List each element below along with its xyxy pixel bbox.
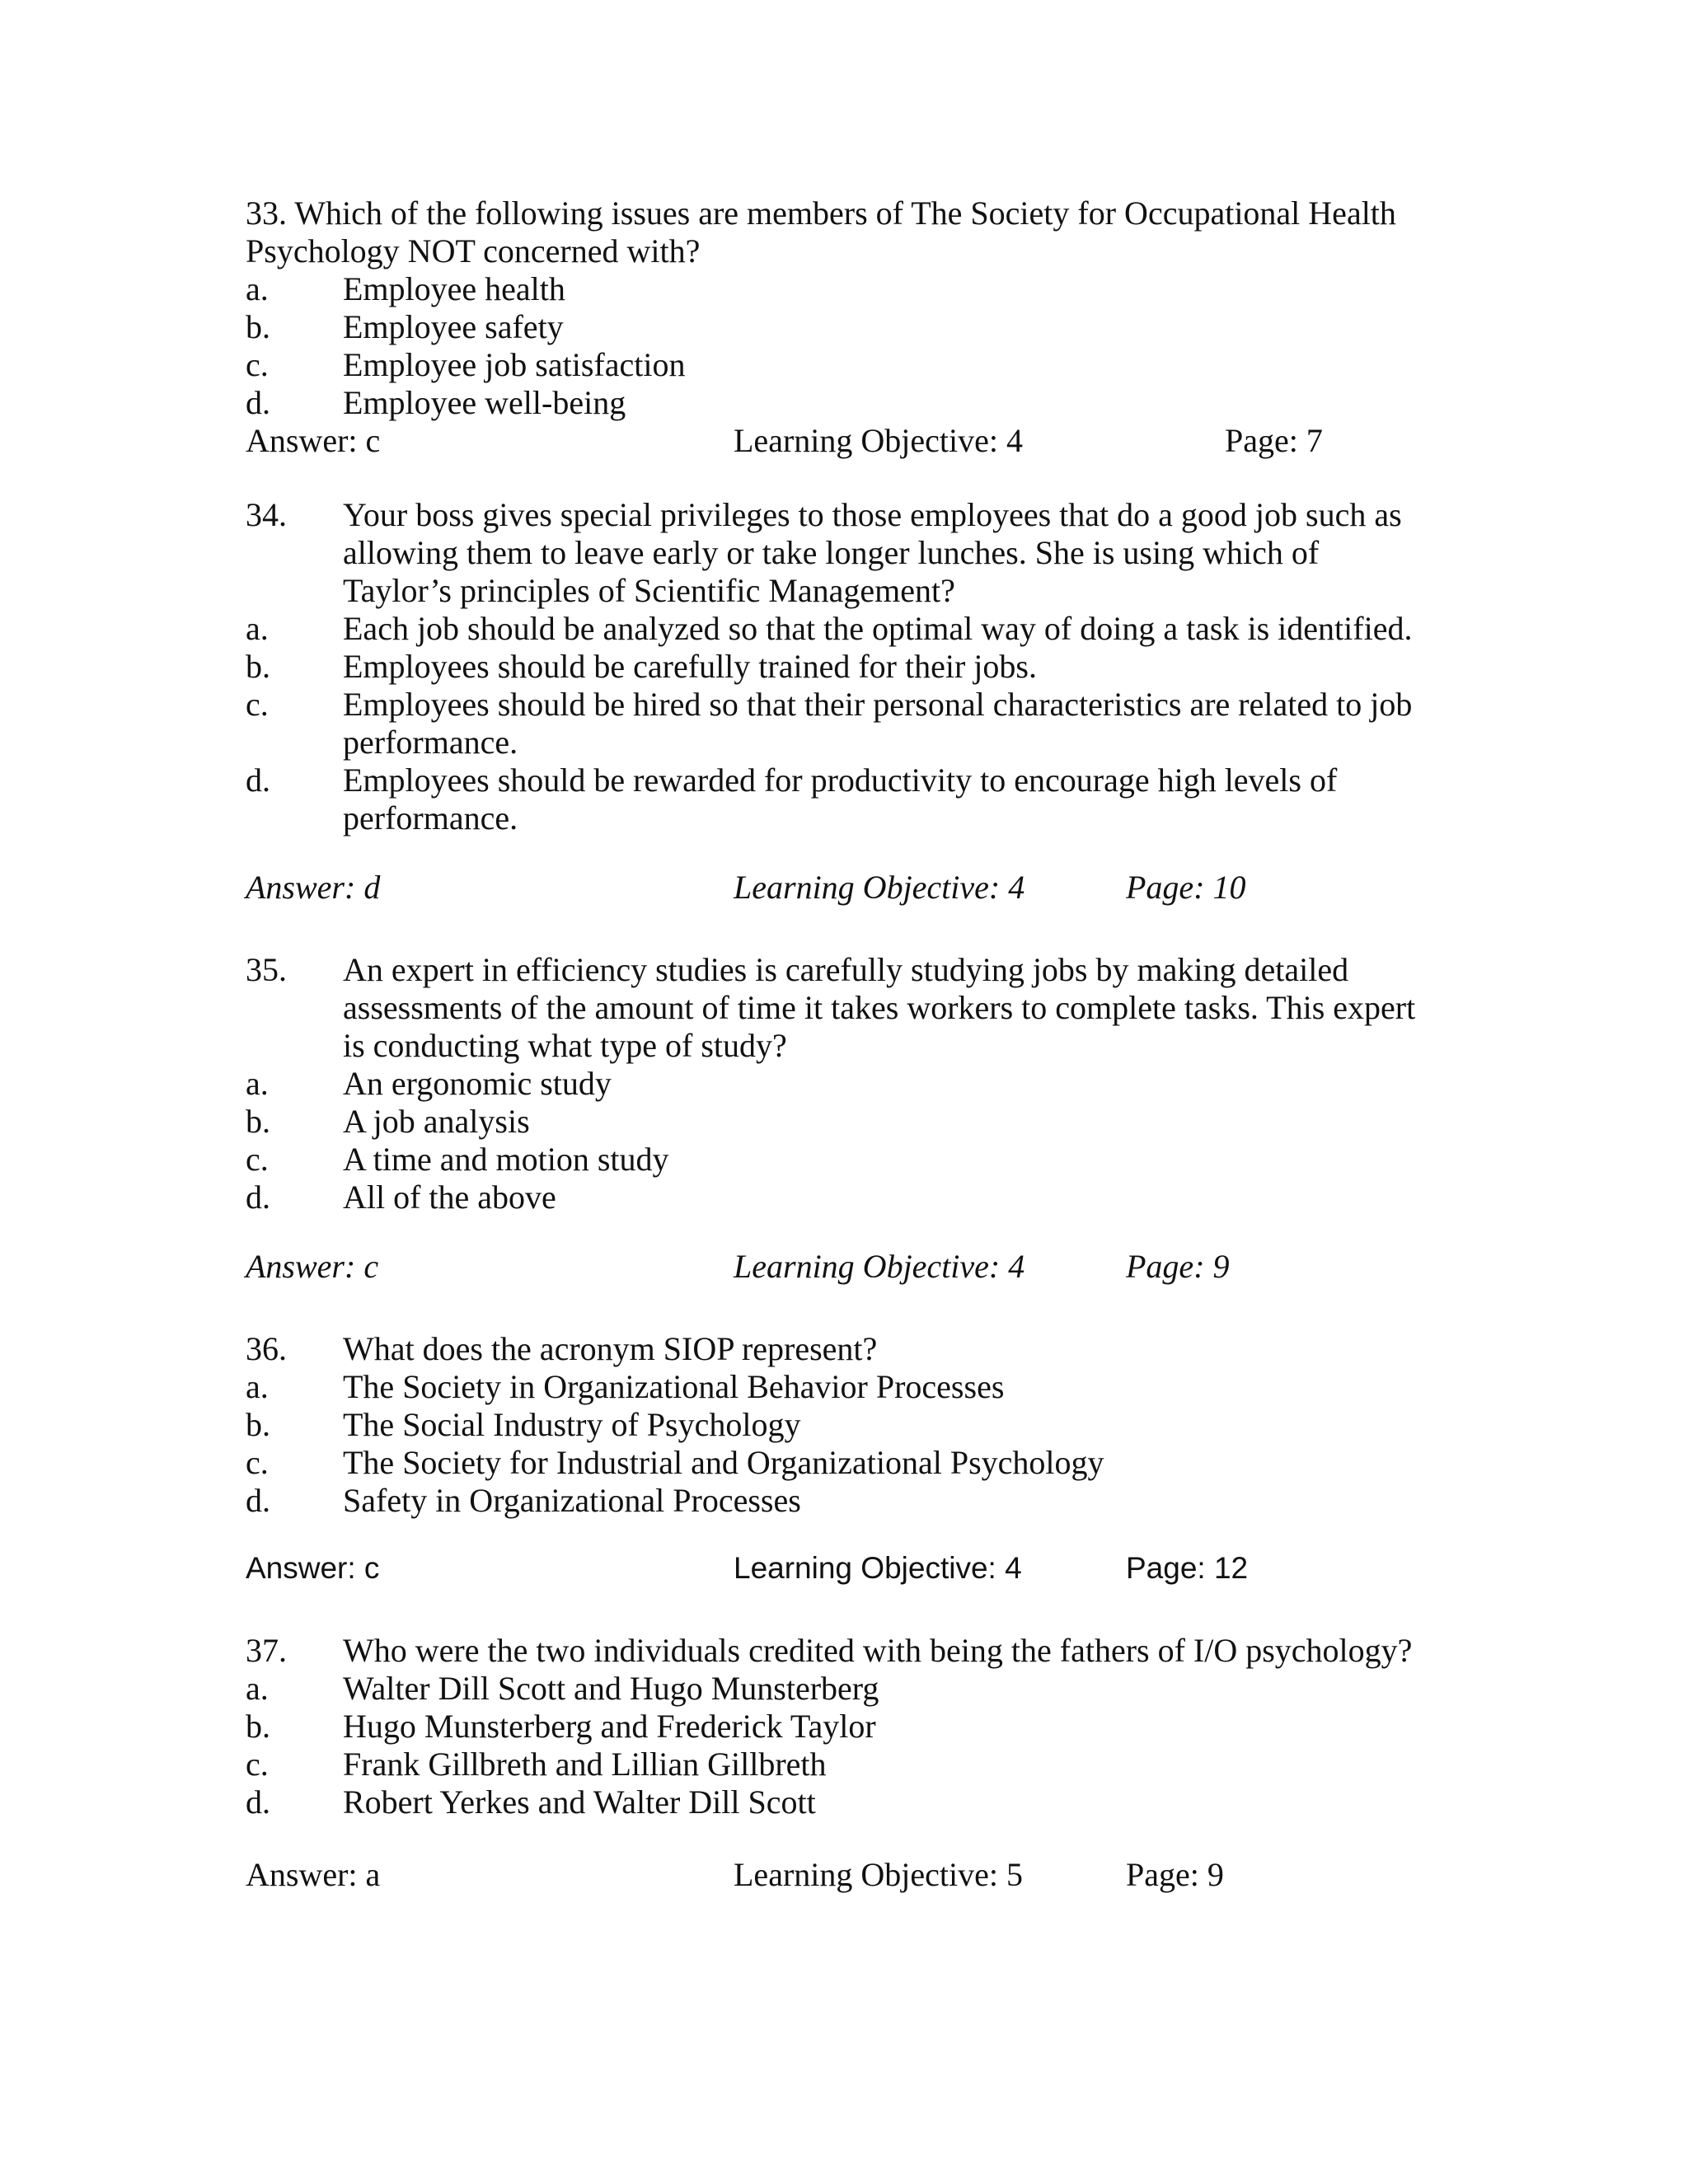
option-text: All of the above [343,1179,556,1216]
question-text: What does the acronym SIOP represent? [343,1330,878,1367]
option-text: Employee health [343,270,565,307]
question-text: An expert in efficiency studies is carefully studying jobs by making detailed [343,951,1349,988]
answer-label: Answer: d [246,869,381,906]
page-reference: Page: 9 [1126,1856,1224,1893]
page-reference: Page: 10 [1126,869,1246,906]
question-number: 34. [246,496,287,533]
question-text: Your boss gives special privileges to those employees that do a good job such as [343,496,1402,533]
page-reference: Page: 12 [1126,1551,1249,1585]
question-text: Taylor’s principles of Scientific Management? [343,572,955,609]
option-letter: a. [246,270,269,307]
question-number: 35. [246,951,287,988]
option-letter: c. [246,1746,269,1783]
question-number: 37. [246,1632,287,1669]
option-letter: d. [246,384,270,421]
option-text: Employee job satisfaction [343,346,686,383]
option-letter: b. [246,1406,270,1443]
option-text: The Social Industry of Psychology [343,1406,801,1443]
option-letter: a. [246,1368,269,1405]
option-text: An ergonomic study [343,1065,612,1102]
option-letter: c. [246,346,269,383]
option-text: Employees should be hired so that their personal characteristics are related to job [343,686,1413,723]
option-letter: b. [246,648,270,685]
option-letter: c. [246,686,269,723]
answer-label: Answer: c [246,1551,380,1585]
learning-objective: Learning Objective: 4 [734,422,1023,459]
option-text: Employees should be rewarded for productivity to encourage high levels of [343,762,1338,799]
question-text: assessments of the amount of time it takes workers to complete tasks. This expert [343,989,1416,1026]
page-reference: Page: 7 [1225,422,1323,459]
learning-objective: Learning Objective: 5 [734,1856,1023,1893]
option-letter: d. [246,762,270,799]
option-text: performance. [343,724,518,761]
option-text: Walter Dill Scott and Hugo Munsterberg [343,1670,879,1707]
option-letter: a. [246,610,269,647]
option-text: Frank Gillbreth and Lillian Gillbreth [343,1746,827,1783]
answer-label: Answer: c [246,1248,379,1285]
option-letter: b. [246,1708,270,1745]
option-text: A job analysis [343,1103,530,1140]
option-letter: b. [246,308,270,345]
option-text: Each job should be analyzed so that the optimal way of doing a task is identified. [343,610,1413,647]
option-letter: b. [246,1103,270,1140]
option-letter: d. [246,1179,270,1216]
option-text: performance. [343,799,518,837]
learning-objective: Learning Objective: 4 [734,1248,1025,1285]
question-text: is conducting what type of study? [343,1027,787,1064]
option-text: Employees should be carefully trained for their jobs. [343,648,1037,685]
option-text: A time and motion study [343,1141,669,1178]
option-letter: a. [246,1065,269,1102]
option-text: The Society for Industrial and Organizational Psychology [343,1444,1104,1481]
option-text: Safety in Organizational Processes [343,1482,801,1519]
option-letter: d. [246,1482,270,1519]
question-text: allowing them to leave early or take longer lunches. She is using which of [343,534,1320,571]
option-text: Employee safety [343,308,564,345]
learning-objective: Learning Objective: 4 [734,1551,1022,1585]
question-text: 33. Which of the following issues are members of The Society for Occupational Health [246,194,1396,232]
option-text: The Society in Organizational Behavior Processes [343,1368,1005,1405]
option-text: Hugo Munsterberg and Frederick Taylor [343,1708,876,1745]
question-number: 36. [246,1330,287,1367]
learning-objective: Learning Objective: 4 [734,869,1025,906]
answer-label: Answer: c [246,422,381,459]
option-text: Robert Yerkes and Walter Dill Scott [343,1783,816,1821]
question-text: Psychology NOT concerned with? [246,232,701,269]
option-text: Employee well-being [343,384,626,421]
option-letter: c. [246,1444,269,1481]
option-letter: a. [246,1670,269,1707]
option-letter: c. [246,1141,269,1178]
option-letter: d. [246,1783,270,1821]
page-reference: Page: 9 [1126,1248,1230,1285]
answer-label: Answer: a [246,1856,381,1893]
question-text: Who were the two individuals credited with being the fathers of I/O psychology? [343,1632,1413,1669]
